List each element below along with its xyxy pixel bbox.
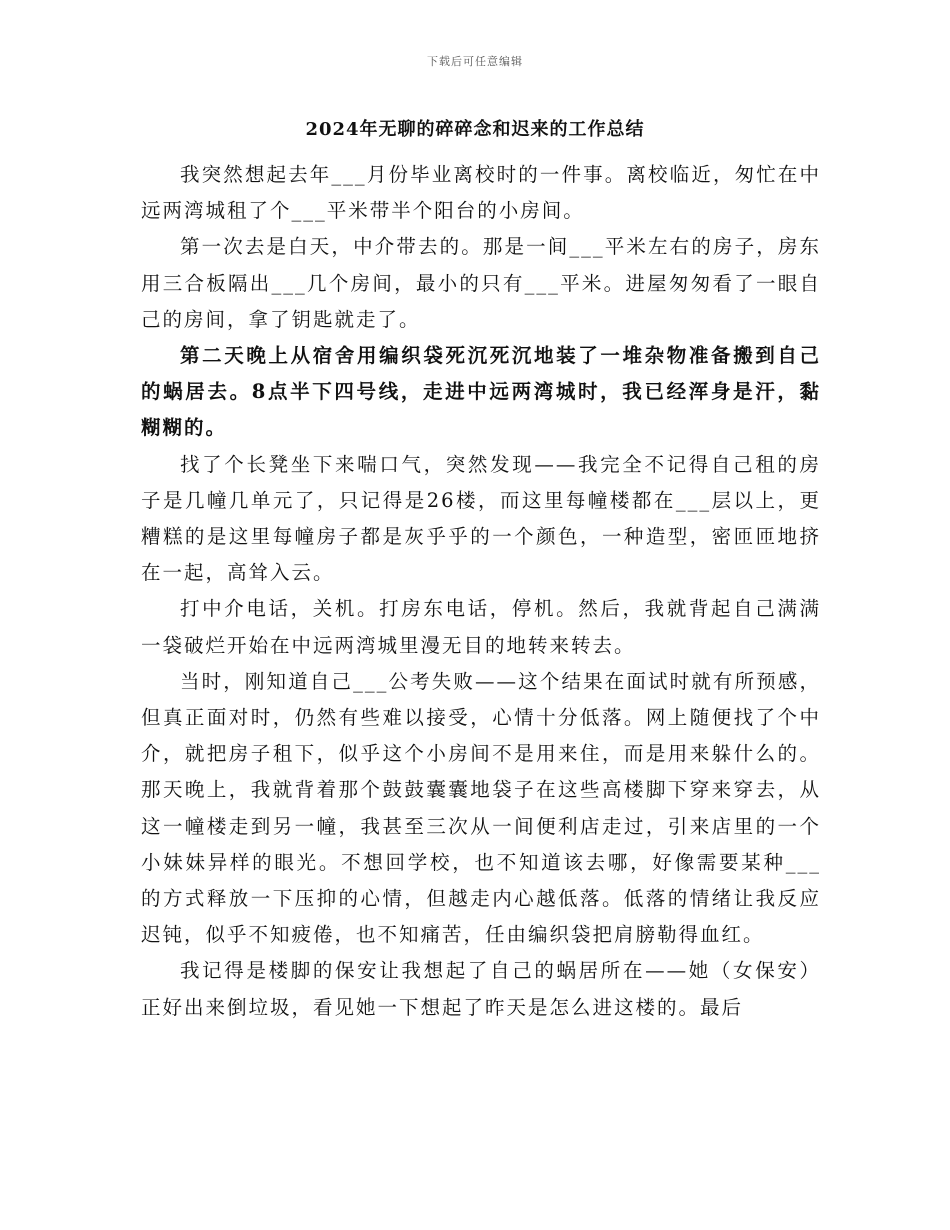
paragraph: 我突然想起去年___月份毕业离校时的一件事。离校临近，匆忙在中远两湾城租了个___平米带半个阳台的小房间。 — [141, 163, 821, 223]
paragraph: 打中介电话，关机。打房东电话，停机。然后，我就背起自己满满一袋破烂开始在中远两湾城里漫无目的地转来转去。 — [141, 597, 821, 657]
paragraph: 我记得是楼脚的保安让我想起了自己的蜗居所在——她（女保安）正好出来倒垃圾，看见她一下想起了昨天是怎么进这楼的。最后 — [141, 959, 821, 1019]
page-header-note: 下载后可任意编辑 — [427, 55, 523, 68]
document-title: 2024年无聊的碎碎念和迟来的工作总结 — [305, 119, 645, 140]
paragraph: 第二天晚上从宿舍用编织袋死沉死沉地装了一堆杂物准备搬到自己的蜗居去。8点半下四号线，走进中远两湾城时，我已经浑身是汗，黏糊糊的。 — [141, 344, 821, 440]
paragraph: 当时，刚知道自己___公考失败——这个结果在面试时就有所预感，但真正面对时，仍然有些难以接受，心情十分低落。网上随便找了个中介，就把房子租下，似乎这个小房间不是用来住，而是用来躲什么的。那天晚上，我就背着那个鼓鼓囊囊地袋子在这些高楼脚下穿来穿去，从这一幢楼走到另一幢，我甚至三次从一间便利店走过，引来店里的一个小妹妹异样的眼光。不想回学校，也不知道该去哪，好像需要某种___的方式释放一下压抑的心情，但越走内心越低落。低落的情绪让我反应迟钝，似乎不知疲倦，也不知痛苦，任由编织袋把肩膀勒得血红。 — [141, 669, 821, 947]
document-body — [141, 157, 821, 1026]
paragraph: 找了个长凳坐下来喘口气，突然发现——我完全不记得自己租的房子是几幢几单元了，只记得是26楼，而这里每幢楼都在___层以上，更糟糕的是这里每幢房子都是灰乎乎的一个颜色，一种造型，密匝匝地挤在一起，高耸入云。 — [141, 452, 821, 585]
paragraph: 第一次去是白天，中介带去的。那是一间___平米左右的房子，房东用三合板隔出___几个房间，最小的只有___平米。进屋匆匆看了一眼自己的房间，拿了钥匙就走了。 — [141, 235, 821, 331]
